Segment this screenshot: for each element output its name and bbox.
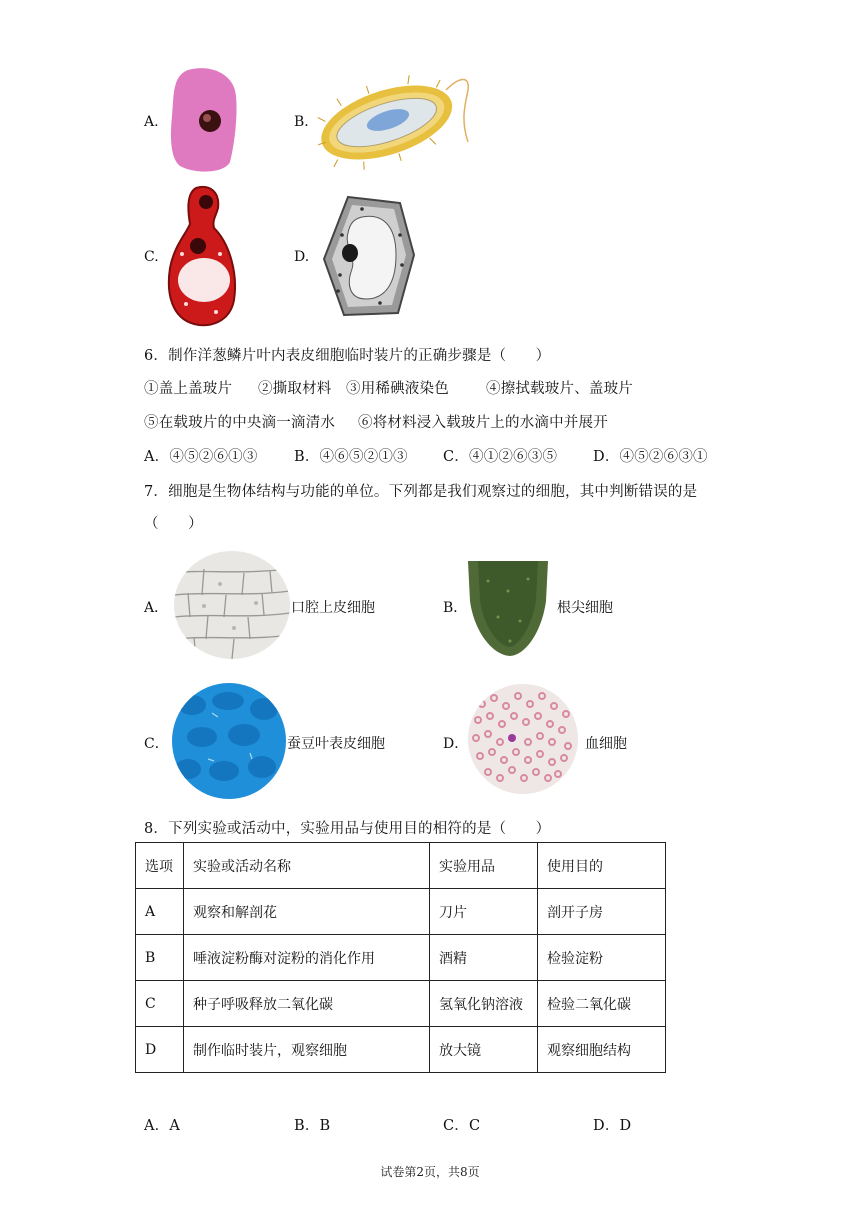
table-row <box>136 981 666 1027</box>
q6-step-6: ⑥将材料浸入载玻片上的水滴中并展开 <box>358 415 608 431</box>
animal-cell-pink-image <box>168 66 240 174</box>
table-cell: 观察和解剖花 <box>184 889 430 935</box>
q8-choice-c[interactable]: C．C <box>443 1118 481 1134</box>
q6-step-4: ④擦拭载玻片、盖玻片 <box>486 381 633 397</box>
q7-stem: 7．细胞是生物体结构与功能的单位。下列都是我们观察过的细胞，其中判断错误的是 <box>144 484 698 500</box>
root-tip-micrograph <box>468 561 548 657</box>
table-cell: 种子呼吸释放二氧化碳 <box>184 981 430 1027</box>
table-cell: B <box>136 935 184 981</box>
q6-step-5: ⑤在载玻片的中央滴一滴清水 <box>144 415 336 431</box>
q6-choice-c[interactable]: C．④①②⑥③⑤ <box>443 449 558 465</box>
table-header-cell: 使用目的 <box>538 843 666 889</box>
table-cell: 检验二氧化碳 <box>538 981 666 1027</box>
yeast-cell-image <box>166 184 240 328</box>
q6-choice-a[interactable]: A．④⑤②⑥①③ <box>144 449 258 465</box>
q6-choice-d[interactable]: D．④⑤②⑥③① <box>593 449 708 465</box>
q7-option-a-label: A． <box>144 600 169 616</box>
q6-step-2: ②撕取材料 <box>258 381 332 397</box>
table-cell: 检验淀粉 <box>538 935 666 981</box>
q5-option-a-label: A. <box>144 114 159 130</box>
table-header-cell: 实验用品 <box>430 843 538 889</box>
q8-choice-b[interactable]: B．B <box>294 1118 331 1134</box>
q8-stem: 8．下列实验或活动中，实验用品与使用目的相符的是（ ） <box>144 821 551 837</box>
table-header-cell: 实验或活动名称 <box>184 843 430 889</box>
page-footer: 试卷第2页，共8页 <box>380 1165 480 1179</box>
q8-choice-d[interactable]: D．D <box>593 1118 632 1134</box>
table-cell: 酒精 <box>430 935 538 981</box>
table-cell: 观察细胞结构 <box>538 1027 666 1073</box>
q7-option-b-caption: 根尖细胞 <box>557 600 613 616</box>
onion-epidermis-micrograph <box>174 551 290 659</box>
broad-bean-leaf-epidermis-micrograph <box>172 683 286 799</box>
table-row <box>136 889 666 935</box>
table-cell: A <box>136 889 184 935</box>
q6-step-1: ①盖上盖玻片 <box>144 381 233 397</box>
q6-stem: 6．制作洋葱鳞片叶内表皮细胞临时装片的正确步骤是（ ） <box>144 348 551 364</box>
table-cell: 氢氧化钠溶液 <box>430 981 538 1027</box>
q7-option-b-label: B． <box>443 600 468 616</box>
table-cell: 唾液淀粉酶对淀粉的消化作用 <box>184 935 430 981</box>
q5-option-b-label: B. <box>294 114 309 130</box>
q7-option-c-label: C． <box>144 736 169 752</box>
q8-choice-a[interactable]: A．A <box>144 1118 181 1134</box>
table-row <box>136 935 666 981</box>
q8-table <box>135 842 666 1073</box>
table-cell: 制作临时装片，观察细胞 <box>184 1027 430 1073</box>
table-cell: 放大镜 <box>430 1027 538 1073</box>
q7-option-a-caption: 口腔上皮细胞 <box>291 600 375 616</box>
plant-cell-image <box>322 195 416 317</box>
table-row <box>136 1027 666 1073</box>
table-header-cell: 选项 <box>136 843 184 889</box>
q7-option-d-caption: 血细胞 <box>585 736 627 752</box>
q5-option-d-label: D. <box>294 249 310 265</box>
q7-stem-paren: （ ） <box>144 516 203 532</box>
q6-step-3: ③用稀碘液染色 <box>346 381 449 397</box>
q7-option-c-caption: 蚕豆叶表皮细胞 <box>287 736 385 752</box>
table-cell: D <box>136 1027 184 1073</box>
table-cell: 剖开子房 <box>538 889 666 935</box>
q5-option-c-label: C. <box>144 249 159 265</box>
bacterium-image <box>318 72 478 164</box>
q6-choice-b[interactable]: B．④⑥⑤②①③ <box>294 449 408 465</box>
q8-table-header-row <box>136 843 666 889</box>
blood-cell-micrograph <box>468 684 578 794</box>
q7-option-d-label: D． <box>443 736 469 752</box>
table-cell: 刀片 <box>430 889 538 935</box>
table-cell: C <box>136 981 184 1027</box>
